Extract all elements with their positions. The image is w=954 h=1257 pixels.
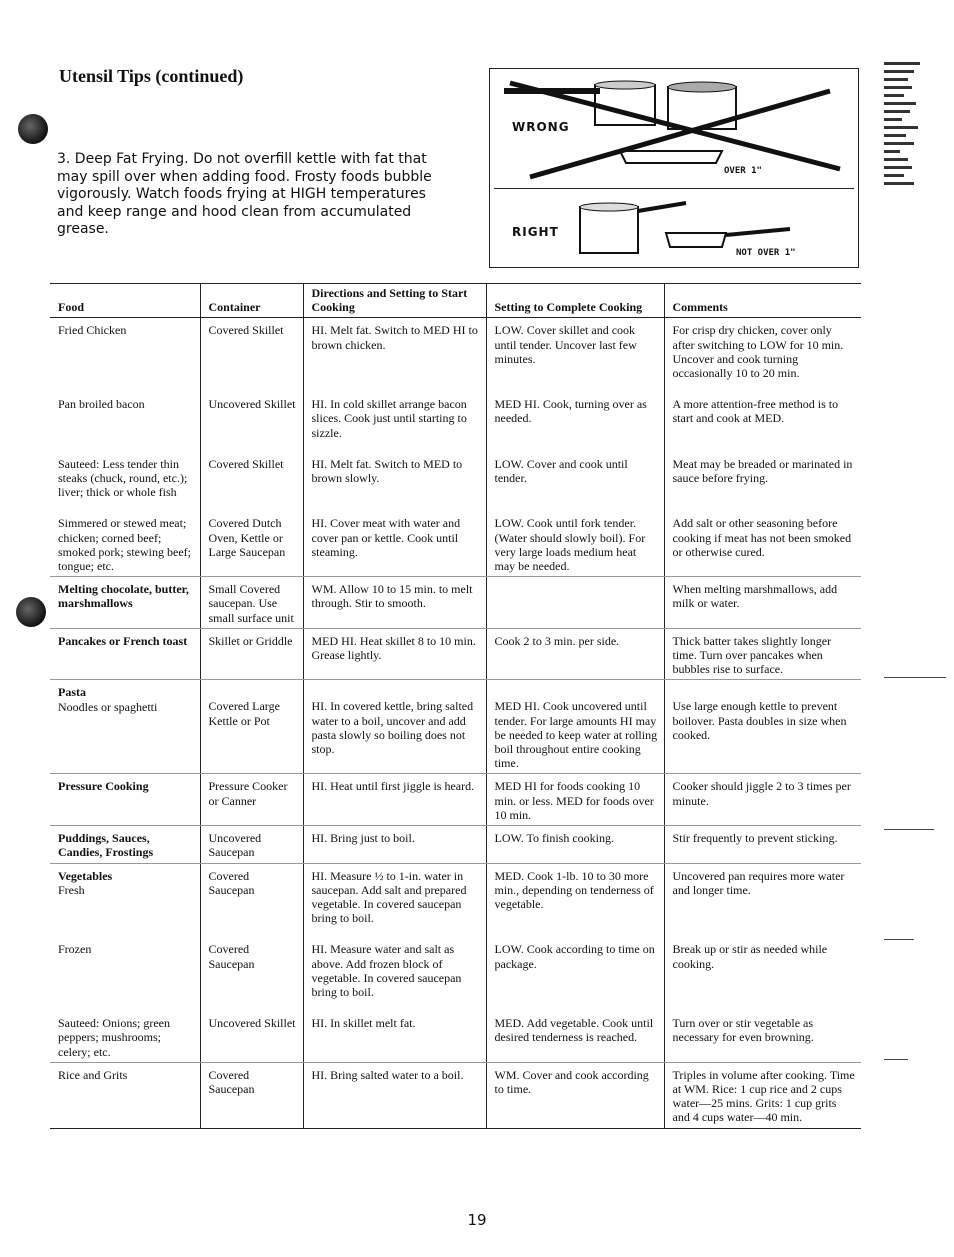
header-container: Container (200, 284, 303, 318)
container-cell: Covered Skillet (200, 452, 303, 512)
comments-cell: Cooker should jiggle 2 to 3 times per minute. (664, 774, 861, 826)
table-header-row (50, 284, 861, 318)
directions-cell: HI. Heat until first jiggle is heard. (303, 774, 486, 826)
deep-fat-frying-tip: 3. Deep Fat Frying. Do not overfill kettle with fat that may spill over when adding food. Frosty foods bubble vigorously. Watch foods frying at HIGH temperatures and keep range and hood clean from accumulated grease. (57, 151, 432, 237)
right-label: RIGHT (512, 225, 559, 239)
complete-cell: MED HI. Cook, turning over as needed. (486, 392, 664, 452)
container-cell: Uncovered Skillet (200, 392, 303, 452)
container-cell: Covered Skillet (200, 318, 303, 392)
complete-cell: LOW. Cook according to time on package. (486, 937, 664, 1011)
table-row (50, 937, 861, 1011)
container-cell: Uncovered Skillet (200, 1011, 303, 1062)
table-row (50, 1011, 861, 1062)
complete-cell: WM. Cover and cook according to time. (486, 1062, 664, 1128)
table-row (50, 511, 861, 576)
food-cell: Melting chocolate, butter, marshmallows (50, 577, 200, 629)
food-cell: Pan broiled bacon (58, 397, 145, 412)
container-cell: Pressure Cooker or Canner (200, 774, 303, 826)
wrong-label: WRONG (512, 120, 570, 134)
table-row (50, 1062, 861, 1128)
complete-cell: Cook 2 to 3 min. per side. (486, 628, 664, 680)
food-cell (50, 680, 200, 774)
directions-cell: HI. Bring just to boil. (303, 826, 486, 863)
comments-cell: Stir frequently to prevent sticking. (664, 826, 861, 863)
complete-cell: MED HI for foods cooking 10 min. or less. MED for foods over 10 min. (486, 774, 664, 826)
comments-cell: A more attention-free method is to start and cook at MED. (664, 392, 861, 452)
header-comments: Comments (664, 284, 861, 318)
binder-hole (16, 597, 46, 627)
directions-cell: HI. In skillet melt fat. (303, 1011, 486, 1062)
table-row (50, 452, 861, 512)
container-cell (200, 680, 303, 774)
margin-line (884, 939, 914, 940)
margin-marks (884, 62, 924, 190)
food-cell: Puddings, Sauces, Candies, Frostings (50, 826, 200, 863)
food-cell: Pancakes or French toast (50, 628, 200, 680)
directions-cell (303, 680, 486, 774)
comments-cell: Turn over or stir vegetable as necessary for even browning. (664, 1011, 861, 1062)
table-row (50, 318, 861, 392)
table-row (50, 680, 861, 774)
container-cell: Skillet or Griddle (200, 628, 303, 680)
food-name: Noodles or spaghetti (58, 699, 158, 714)
margin-line (884, 677, 946, 678)
complete-cell: LOW. Cover and cook until tender. (486, 452, 664, 512)
page-title: Utensil Tips (continued) (59, 66, 244, 86)
comments-cell: Triples in volume after cooking. Time at WM. Rice: 1 cup rice and 2 cups water—25 mins. Grits: 1 cup grits and 4 cups water—40 min. (664, 1062, 861, 1128)
directions-text: HI. In covered kettle, bring salted water to a boil, uncover and add pasta slowly so boiling does not stop. (311, 699, 474, 757)
margin-line (884, 1059, 908, 1060)
food-group-title: Pasta (58, 685, 86, 700)
container-cell: Uncovered Saucepan (200, 826, 303, 863)
directions-cell: MED HI. Heat skillet 8 to 10 min. Grease lightly. (303, 628, 486, 680)
page-number: 19 (467, 1211, 487, 1229)
header-complete: Setting to Complete Cooking (486, 284, 664, 318)
header-directions: Directions and Setting to Start Cooking (303, 284, 486, 318)
comments-cell: When melting marshmallows, add milk or water. (664, 577, 861, 629)
directions-cell: HI. In cold skillet arrange bacon slices. Cook just until starting to sizzle. (303, 392, 486, 452)
complete-cell: MED. Cook 1-lb. 10 to 30 more min., depending on tenderness of vegetable. (486, 863, 664, 937)
comments-cell: For crisp dry chicken, cover only after switching to LOW for 10 min. Uncover and cook turning occasionally 10 to 20 min. (664, 318, 861, 392)
figure-divider (494, 188, 854, 189)
table-row (50, 577, 861, 629)
food-cell: Pressure Cooking (50, 774, 200, 826)
comments-cell: Uncovered pan requires more water and longer time. (664, 863, 861, 937)
food-cell: Sauteed: Less tender thin steaks (chuck, round, etc.); liver; thick or whole fish (58, 456, 188, 500)
food-cell: Fried Chicken (58, 323, 127, 338)
directions-cell: HI. Cover meat with water and cover pan or kettle. Cook until steaming. (303, 511, 486, 576)
header-food: Food (50, 284, 200, 318)
container-cell: Covered Dutch Oven, Kettle or Large Saucepan (200, 511, 303, 576)
table-row (50, 774, 861, 826)
food-cell: Sauteed: Onions; green peppers; mushrooms; celery; etc. (50, 1011, 200, 1062)
complete-cell: MED. Add vegetable. Cook until desired tenderness is reached. (486, 1011, 664, 1062)
complete-cell: LOW. Cover skillet and cook until tender. Uncover last few minutes. (486, 318, 664, 392)
comments-cell: Thick batter takes slightly longer time. Turn over pancakes when bubbles rise to surface. (664, 628, 861, 680)
table-row (50, 392, 861, 452)
container-cell: Covered Saucepan (200, 863, 303, 937)
margin-line (884, 829, 934, 830)
food-cell: Rice and Grits (50, 1062, 200, 1128)
frying-pan-illustration (489, 68, 859, 268)
directions-cell: HI. Measure ½ to 1-in. water in saucepan. Add salt and prepared vegetable. In covered saucepan bring to boil. (303, 863, 486, 937)
complete-cell: LOW. To finish cooking. (486, 826, 664, 863)
food-name: Fresh (58, 882, 85, 897)
utensil-tips-table (50, 283, 861, 1129)
wrong-note: OVER 1" (724, 166, 762, 176)
comments-cell: Break up or stir as needed while cooking. (664, 937, 861, 1011)
complete-cell: LOW. Cook until fork tender. (Water should slowly boil). For very large loads medium heat may be needed. (486, 511, 664, 576)
comments-cell (664, 680, 861, 774)
right-note: NOT OVER 1" (736, 248, 796, 258)
complete-cell (486, 680, 664, 774)
food-cell: Simmered or stewed meat; chicken; corned beef; smoked pork; stewing beef; tongue; etc. (50, 511, 200, 576)
table-row (50, 628, 861, 680)
directions-cell: HI. Bring salted water to a boil. (303, 1062, 486, 1128)
container-cell: Small Covered saucepan. Use small surface unit (200, 577, 303, 629)
container-cell: Covered Saucepan (200, 1062, 303, 1128)
food-group-title: Vegetables (58, 868, 113, 883)
complete-text: MED HI. Cook uncovered until tender. For large amounts HI may be needed to keep water at rolling boil throughout entire cooking time. (494, 699, 658, 771)
comments-text: Use large enough kettle to prevent boilover. Pasta doubles in size when cooked. (672, 699, 847, 742)
table-row (50, 826, 861, 863)
directions-cell: HI. Melt fat. Switch to MED to brown slowly. (303, 452, 486, 512)
complete-cell (486, 577, 664, 629)
container-text: Covered Large Kettle or Pot (208, 699, 280, 728)
binder-hole (18, 114, 48, 144)
food-cell (50, 863, 200, 937)
comments-cell: Meat may be breaded or marinated in sauce before frying. (664, 452, 861, 512)
directions-cell: HI. Measure water and salt as above. Add frozen block of vegetable. In covered saucepan bring to boil. (303, 937, 486, 1011)
comments-cell: Add salt or other seasoning before cooking if meat has not been smoked or otherwise cured. (664, 511, 861, 576)
container-cell: Covered Saucepan (200, 937, 303, 1011)
directions-cell: WM. Allow 10 to 15 min. to melt through. Stir to smooth. (303, 577, 486, 629)
food-cell: Frozen (58, 942, 92, 957)
directions-cell: HI. Melt fat. Switch to MED HI to brown chicken. (303, 318, 486, 392)
table-row (50, 863, 861, 937)
